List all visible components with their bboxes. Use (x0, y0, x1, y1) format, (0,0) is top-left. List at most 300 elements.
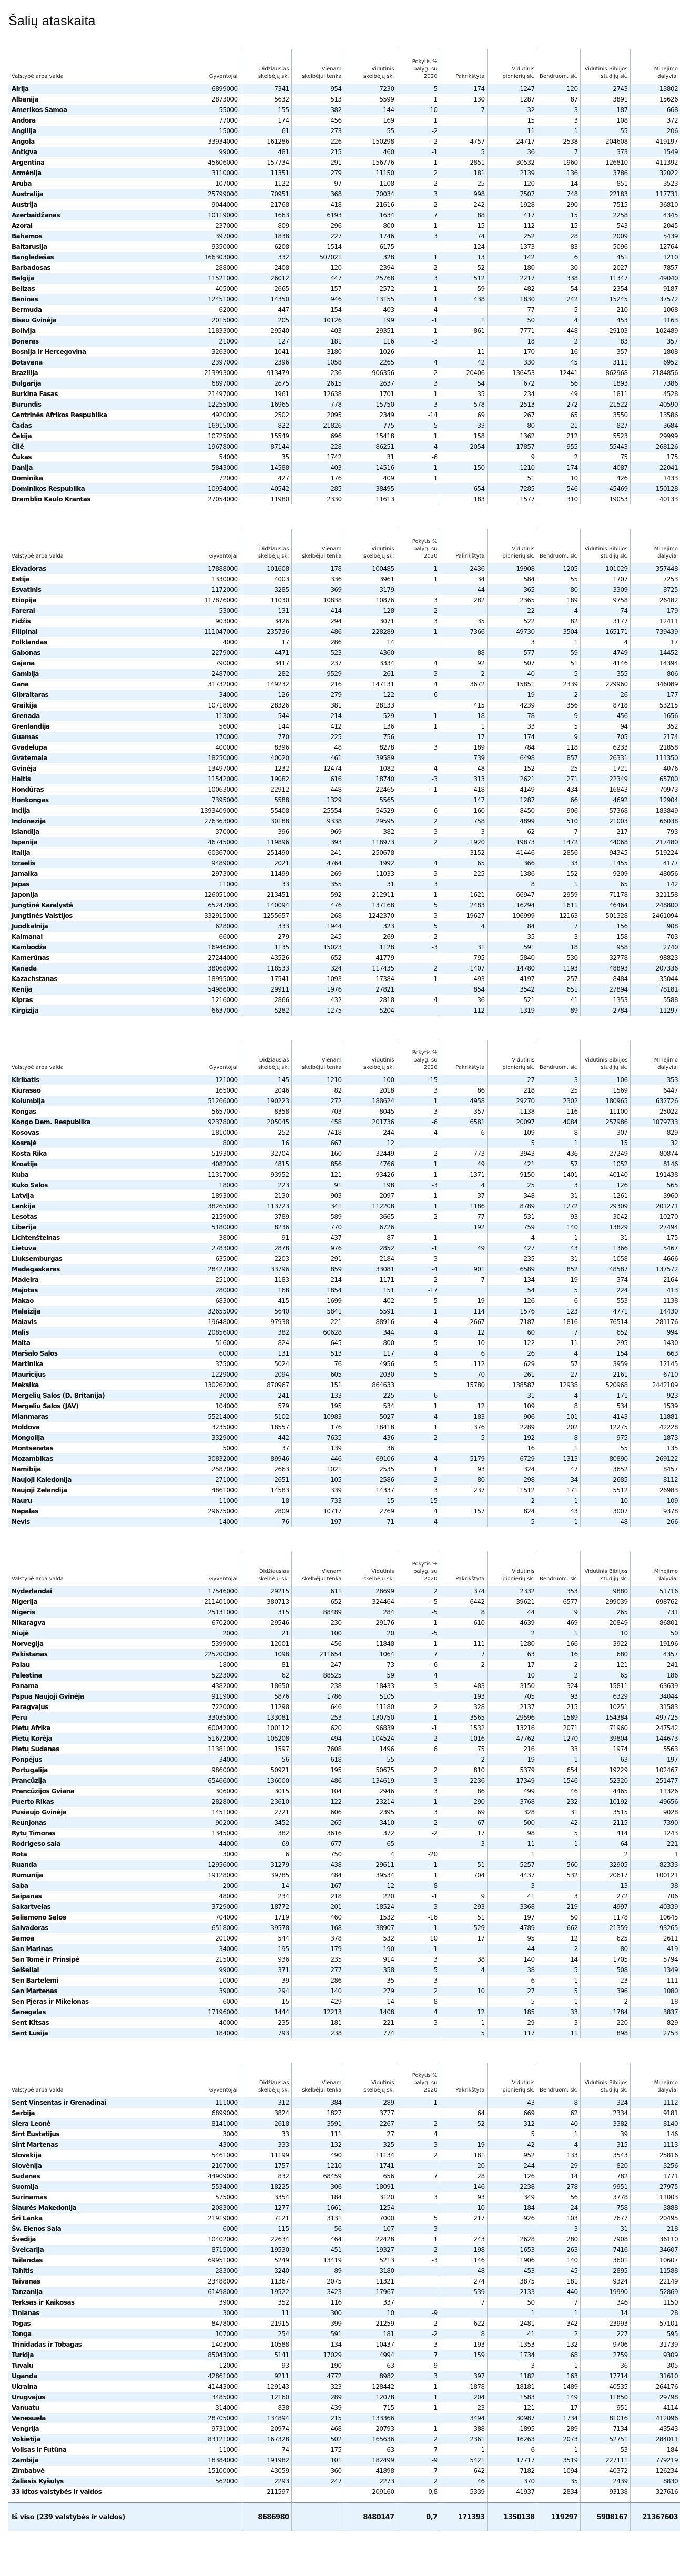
cell-value: 21826 (291, 420, 344, 431)
cell-value: 456 (580, 711, 630, 721)
cell-value: 4 (344, 1849, 397, 1860)
cell-value: -9 (397, 2455, 440, 2466)
cell-value: 926 (487, 2213, 537, 2224)
cell-value: 1661 (291, 2203, 344, 2213)
cell-value: 2753 (630, 2028, 680, 2038)
cell-value: 29595 (344, 816, 397, 826)
cell-value: 1960 (537, 157, 580, 168)
country-name: Kaimanai (12, 933, 43, 941)
cell-value: 19678000 (187, 441, 240, 452)
cell-value: 14 (537, 2171, 580, 2181)
cell-value: 11321 (344, 2276, 397, 2287)
cell-value: 11 (240, 2308, 291, 2318)
cell-value: 2238 (487, 2181, 537, 2192)
country-name: Terksas ir Kaikosas (12, 2299, 75, 2306)
cell-value: 284 (344, 1607, 397, 1618)
cell-value: 429 (291, 1996, 344, 2007)
cell-value: 2097 (344, 1190, 397, 1201)
cell-value: 703 (291, 1106, 344, 1117)
table-row (8, 1702, 680, 1712)
cell-value: 6726 (344, 1222, 397, 1233)
cell-value: 6208 (240, 241, 291, 252)
header-row (8, 2063, 680, 2097)
cell-value (397, 494, 440, 504)
cell-value: 2675 (240, 378, 291, 389)
cell-value: 4 (440, 921, 487, 932)
cell-value: 147131 (344, 679, 397, 690)
cell-value: 5840 (487, 953, 537, 963)
cell-value: 33 (487, 721, 537, 732)
cell-value: 49656 (630, 1796, 680, 1807)
country-name: Gana (12, 681, 29, 688)
country-name: Dramblio Kaulo Krantas (12, 496, 91, 503)
table-row (8, 1401, 680, 1411)
cell-value: 3777 (344, 2108, 397, 2118)
cell-value: 33 (240, 879, 291, 890)
cell-value: 1079733 (630, 1117, 680, 1127)
cell-value: 28133 (344, 700, 397, 711)
cell-value: 2743 (580, 84, 630, 94)
country-name: Sen Pjeras ir Mikelonas (12, 1998, 89, 2005)
cell-value: 269 (344, 932, 397, 942)
cell-value: 402 (344, 1296, 397, 1306)
cell-value: 39804 (580, 1733, 630, 1744)
cell-value: 534 (580, 1401, 630, 1411)
cell-value: 975 (580, 1432, 630, 1443)
cell-value: 48 (440, 763, 487, 774)
cell-value: 8278 (344, 742, 397, 753)
country-name: Kamerūnas (12, 954, 49, 962)
cell-value: 289 (291, 2392, 344, 2402)
cell-value: 11298 (240, 1702, 291, 1712)
cell-value: 12000 (219, 2362, 238, 2369)
cell-value: 7 (397, 1649, 440, 1660)
cell-value: 219 (537, 1902, 580, 1912)
cell-value: 127 (240, 336, 291, 347)
cell-value: 4899 (487, 816, 537, 826)
cell-value: 9211 (240, 2371, 291, 2381)
cell-value: 167328 (240, 2434, 291, 2444)
cell-value: 37572 (630, 294, 680, 305)
cell-value: 4239 (487, 700, 537, 711)
cell-value: 5841 (291, 1306, 344, 1317)
cell-value: 1489 (537, 2381, 580, 2392)
cell-value: 101029 (580, 563, 630, 574)
cell-value (537, 1881, 580, 1891)
cell-value: 2184856 (630, 368, 680, 378)
cell-value: 33 (537, 2007, 580, 2017)
cell-value: 33796 (240, 1264, 291, 1275)
cell-value: 1 (630, 1849, 680, 1860)
cell-value: 2651 (240, 1474, 291, 1485)
table-row (8, 1860, 680, 1870)
cell-value: 184000 (187, 2028, 240, 2038)
cell-value: 221 (344, 2017, 397, 2028)
cell-value: 280 (537, 2234, 580, 2245)
table-row (8, 1411, 680, 1422)
cell-value: 464 (291, 2234, 344, 2245)
cell-value: 3426 (240, 616, 291, 627)
cell-value: 25022 (630, 1106, 680, 1117)
cell-value: 65 (344, 1838, 397, 1849)
country-name: Albanija (12, 96, 38, 103)
table-row (8, 858, 680, 868)
cell-value: 3565 (440, 1712, 487, 1723)
cell-value: 12255000 (187, 399, 240, 410)
cell-value: 251490 (240, 847, 291, 858)
country-name: Ekvadoras (8, 563, 187, 574)
cell-value: 44 (487, 1944, 537, 1954)
table-row (8, 974, 680, 984)
cell-value: 49 (537, 389, 580, 399)
cell-value: 3131 (291, 2213, 344, 2224)
cell-value: 55214000 (187, 1411, 240, 1422)
cell-value: 412096 (630, 2413, 680, 2423)
cell-value: 181 (291, 2017, 344, 2028)
cell-value: 294 (240, 1986, 291, 1996)
cell-value: 16 (537, 347, 580, 357)
cell-value: 453 (580, 315, 630, 326)
cell-value: 998 (440, 189, 487, 199)
cell-value: 1 (537, 1838, 580, 1849)
cell-value: 31279 (240, 1860, 291, 1870)
table-row (8, 995, 680, 1005)
cell-value: 5640 (240, 1306, 291, 1317)
cell-value: 578 (440, 399, 487, 410)
cell-value: 3523 (630, 178, 680, 189)
cell-value: 137572 (630, 1264, 680, 1275)
cell-value: 218 (630, 2224, 680, 2234)
country-table (8, 529, 680, 1016)
cell-value: 5 (397, 921, 440, 932)
cell-value: 185 (487, 2007, 537, 2017)
cell-value: 3543 (580, 2150, 630, 2160)
cell-value: 39578 (240, 1923, 291, 1933)
cell-value: 25816 (630, 2150, 680, 2160)
cell-value: -1 (397, 1169, 440, 1180)
cell-value: 3601 (580, 2255, 630, 2266)
cell-value: 13802 (630, 84, 680, 94)
cell-value: 3256 (630, 2160, 680, 2171)
cell-value: 1838 (240, 231, 291, 241)
cell-value: 1653 (487, 2245, 537, 2255)
country-name: Gvinėja (12, 765, 37, 772)
country-name: Burkina Fasas (12, 390, 58, 398)
cell-value: 190 (291, 2360, 344, 2371)
cell-value: 3 (397, 826, 440, 837)
cell-value: 15 (487, 115, 537, 126)
cell-value: 1098 (240, 1649, 291, 1660)
cell-value: 18091 (344, 2181, 397, 2192)
cell-value: 80 (487, 420, 537, 431)
country-name: Sudanas (12, 2173, 40, 2180)
cell-value: 93 (440, 2192, 487, 2203)
cell-value: 37 (440, 1190, 487, 1201)
cell-value: 521 (487, 995, 537, 1005)
table-row (8, 252, 680, 262)
cell-value: 64 (440, 2108, 487, 2118)
table-row (8, 700, 680, 711)
column-header: Didžiausias skelbėjų sk. (240, 2063, 291, 2097)
cell-value: 9706 (580, 2339, 630, 2350)
cell-value: 166303000 (187, 252, 240, 262)
cell-value: 171 (580, 1390, 630, 1401)
cell-value: 19082 (240, 774, 291, 784)
cell-value: 3837 (630, 2007, 680, 2017)
cell-value: 1734 (537, 2413, 580, 2423)
cell-value: 20097 (487, 1117, 537, 1127)
cell-value: -3 (397, 774, 440, 784)
cell-value: 9119000 (187, 1691, 240, 1702)
column-header: Pokytis % palyg. su 2020 (397, 529, 440, 563)
cell-value: 2586 (344, 1474, 397, 1485)
cell-value: 9378 (630, 1506, 680, 1517)
table-row (8, 2017, 680, 2028)
cell-value: 133366 (344, 2413, 397, 2423)
cell-value: 40590 (630, 399, 680, 410)
table-row (8, 420, 680, 431)
cell-value: 1532 (440, 1723, 487, 1733)
cell-value: 189 (440, 742, 487, 753)
cell-value (440, 1285, 487, 1296)
cell-value: 1016 (440, 1733, 487, 1744)
cell-value: 418 (440, 784, 487, 795)
cell-value: 134 (487, 1275, 537, 1285)
cell-value: 1353 (580, 995, 630, 1005)
cell-value: 8982 (344, 2371, 397, 2381)
cell-value (440, 1670, 487, 1681)
cell-value: 371 (240, 1965, 291, 1975)
cell-value: 32449 (344, 1148, 397, 1159)
cell-value: 482 (487, 284, 537, 294)
cell-value: 759 (487, 1222, 537, 1233)
cell-value: 181 (344, 2329, 397, 2339)
cell-value: 3015 (240, 1786, 291, 1796)
cell-value: 12904 (630, 795, 680, 805)
cell-value: 7677 (580, 2213, 630, 2224)
country-name: Lenkija (8, 1201, 187, 1211)
cell-value: 3 (397, 2139, 440, 2150)
cell-value: 77000 (219, 117, 238, 124)
cell-value: 1 (397, 1401, 440, 1411)
cell-value: 18772 (240, 1902, 291, 1912)
cell-value: 415 (240, 1296, 291, 1306)
table-row (8, 1912, 680, 1923)
cell-value: 1 (397, 294, 440, 305)
cell-value: 39621 (487, 1597, 537, 1607)
table-row (8, 1807, 680, 1817)
column-header: Minėjimo dalyviai (630, 49, 680, 84)
country-name: Surinamas (12, 2194, 47, 2201)
country-name: Gabonas (8, 648, 187, 658)
table-row (8, 1775, 680, 1786)
cell-value: 3382 (580, 2118, 630, 2129)
cell-value: 770 (291, 1222, 344, 1233)
cell-value: 2 (537, 1670, 580, 1681)
cell-value: 149 (537, 2392, 580, 2402)
cell-value (440, 473, 487, 483)
cell-value: 1330000 (211, 575, 238, 583)
country-name: Nevis (8, 1517, 187, 1527)
cell-value: 61498000 (187, 2287, 240, 2297)
table-row (8, 1496, 680, 1506)
cell-value: 3616 (291, 1828, 344, 1838)
country-name: Malta (12, 1339, 31, 1347)
column-header: Vidutinis Biblijos studijų sk. (580, 1040, 630, 1075)
cell-value: 13 (580, 1881, 630, 1891)
country-name: Farerai (8, 605, 187, 616)
cell-value: 1255657 (240, 911, 291, 921)
cell-value: 4 (397, 1506, 440, 1517)
column-header: Valstybė arba valda (12, 2087, 64, 2093)
cell-value: 461 (291, 753, 344, 763)
cell-value: 1205 (537, 563, 580, 574)
cell-value: 4666 (630, 1254, 680, 1264)
cell-value: 969 (291, 826, 344, 837)
cell-value: 1961 (240, 389, 291, 399)
cell-value: 353 (537, 1586, 580, 1597)
country-name: Sakartvelas (8, 1902, 187, 1912)
cell-value: 5 (397, 1296, 440, 1306)
cell-value (397, 2108, 440, 2118)
cell-value: 12213 (291, 2007, 344, 2017)
cell-value: 3 (537, 105, 580, 115)
cell-value: 439 (291, 2402, 344, 2413)
cell-value: 93 (440, 1464, 487, 1474)
cell-value: -2 (397, 2329, 440, 2339)
column-header: Pakrikštyta (440, 49, 487, 84)
cell-value: 19530 (240, 2245, 291, 2255)
cell-value: 333 (240, 2139, 291, 2150)
cell-value: 4082000 (187, 1159, 240, 1169)
cell-value: 42 (487, 2139, 537, 2150)
cell-value: 327616 (630, 2487, 680, 2497)
cell-value: 4771 (580, 1306, 630, 1317)
cell-value: 56 (537, 378, 580, 389)
table-row (8, 900, 680, 911)
country-name: Urugvajus (8, 2392, 187, 2402)
cell-value: 14000 (187, 1517, 240, 1527)
cell-value: 242 (440, 199, 487, 210)
country-name: Vokietija (8, 2434, 187, 2444)
cell-value: 7220000 (211, 1703, 238, 1711)
cell-value: 10588 (240, 2339, 291, 2350)
cell-value: 10 (397, 105, 440, 115)
cell-value: 29546 (240, 1618, 291, 1628)
cell-value: 5461000 (211, 2151, 238, 2159)
table-row (8, 2371, 680, 2381)
cell-value: 40542 (240, 483, 291, 494)
cell-value: 7395000 (187, 795, 240, 805)
cell-value: 12764 (630, 241, 680, 252)
cell-value: 184 (291, 2192, 344, 2203)
cell-value: 97938 (240, 1317, 291, 1327)
cell-value: 2 (397, 1702, 440, 1712)
cell-value: 10725000 (208, 432, 238, 440)
cell-value: 4197 (487, 974, 537, 984)
country-name: Esvatinis (8, 584, 187, 595)
cell-value: 418 (291, 199, 344, 210)
cell-value: 278 (537, 2181, 580, 2192)
cell-value: 1183 (240, 1275, 291, 1285)
cell-value: 71 (344, 1517, 397, 1527)
cell-value: -3 (397, 942, 440, 953)
cell-value: 3 (487, 637, 537, 648)
column-header: Minėjimo dalyviai (630, 1551, 680, 1586)
cell-value: 201000 (215, 1935, 238, 1942)
cell-value: 606 (291, 1807, 344, 1817)
cell-value: 4789 (487, 1923, 537, 1933)
cell-value: 1 (537, 1628, 580, 1639)
cell-value: 3 (397, 1902, 440, 1912)
cell-value: 532 (537, 1870, 580, 1881)
cell-value: 40372 (580, 2466, 630, 2476)
cell-value: 12 (344, 1881, 397, 1891)
table-row (8, 2318, 680, 2329)
country-name: Nikaragva (12, 1619, 46, 1627)
cell-value: 64 (580, 1838, 630, 1849)
table-row (8, 690, 680, 700)
cell-value: 17196000 (187, 2007, 240, 2017)
cell-value: 1 (397, 94, 440, 105)
cell-value (440, 126, 487, 136)
cell-value: 11000 (219, 2446, 238, 2453)
cell-value: 29176 (344, 1618, 397, 1628)
table-row (8, 2308, 680, 2318)
country-name: Botsvana (8, 357, 187, 368)
cell-value: -7 (397, 2466, 440, 2476)
cell-value: 19522 (240, 2287, 291, 2297)
cell-value: 30188 (240, 816, 291, 826)
cell-value: 120 (291, 262, 344, 273)
cell-value: 27 (344, 2129, 397, 2139)
cell-value: 2572 (344, 284, 397, 294)
cell-value: 35 (240, 452, 291, 462)
column-header: Vidutinis pionierių sk. (487, 1040, 537, 1075)
country-name: Niujė (8, 1628, 187, 1639)
cell-value: 1 (397, 563, 440, 574)
cell-value: 55 (344, 1754, 397, 1765)
cell-value: 348 (487, 1190, 537, 1201)
cell-value: 50 (487, 315, 537, 326)
cell-value: 501328 (580, 911, 630, 921)
cell-value: 4084 (537, 1117, 580, 1127)
cell-value: 207336 (630, 963, 680, 974)
cell-value: 324 (580, 2097, 630, 2108)
cell-value: 4076 (630, 763, 680, 774)
cell-value: 126051000 (204, 891, 238, 898)
cell-value: 43000 (187, 2139, 240, 2150)
cell-value: 8484 (580, 974, 630, 984)
cell-value: 12956000 (187, 1860, 240, 1870)
cell-value: 266 (630, 1517, 680, 1527)
cell-value: -20 (397, 1849, 440, 1860)
cell-value: 123 (537, 1306, 580, 1317)
cell-value: 20856000 (187, 1327, 240, 1338)
cell-value: 229960 (580, 679, 630, 690)
total-value: 8686980 (240, 2503, 291, 2531)
cell-value: 19053 (580, 494, 630, 504)
country-name: Mongolija (8, 1432, 187, 1443)
cell-value: 205045 (240, 1117, 291, 1127)
cell-value: 651 (537, 984, 580, 995)
country-table (8, 1040, 680, 1527)
cell-value: 42 (537, 1817, 580, 1828)
cell-value: 51716 (630, 1586, 680, 1597)
cell-value: 50 (487, 2297, 537, 2308)
cell-value: 21616 (344, 199, 397, 210)
table-row (8, 721, 680, 732)
